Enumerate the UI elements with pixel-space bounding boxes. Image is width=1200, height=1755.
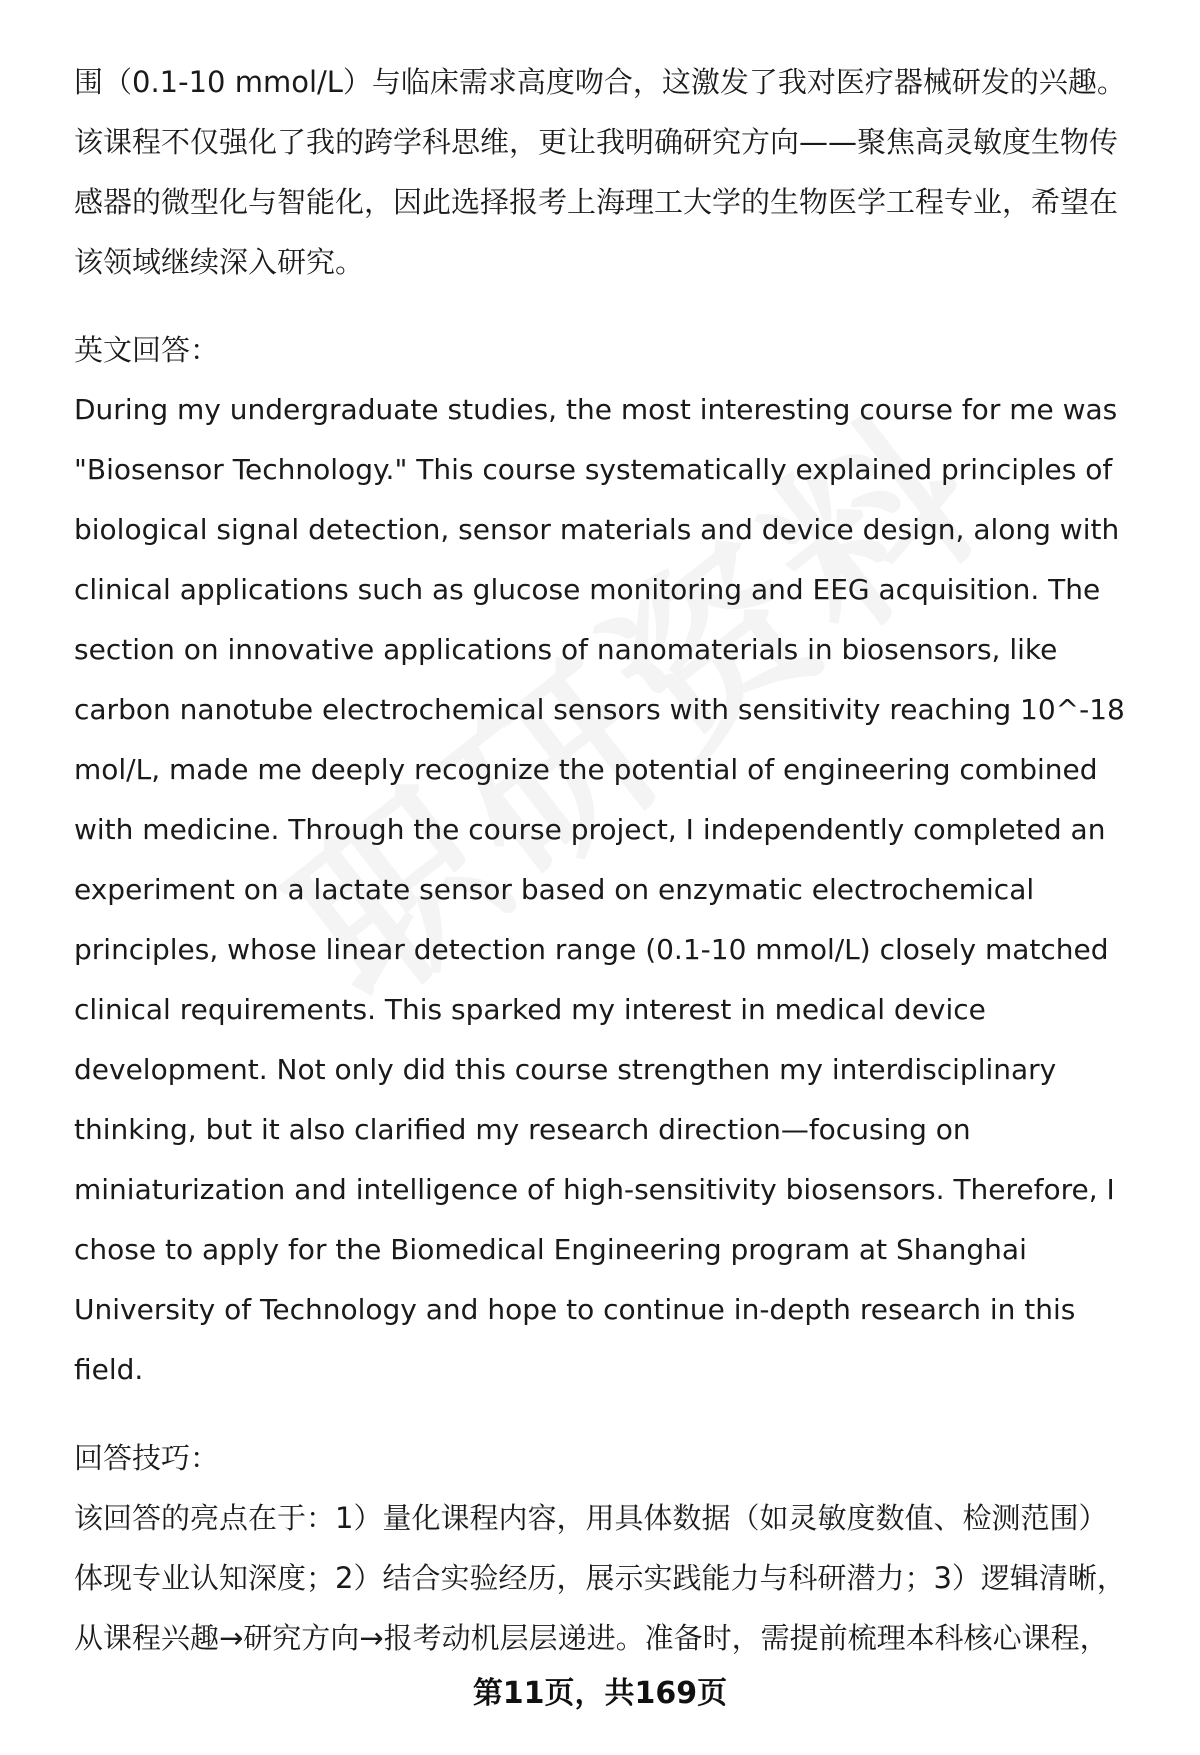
english-answer-paragraph: During my undergraduate studies, the most interesting course for me was "Biosensor Technology." This course systematically explained principles of biological signal detection, sensor materials and device design, along with clinical applications such as glucose monitoring and EEG acquisition. The section on innovative applications of nanomaterials in biosensors, like carbon nanotube electrochemical sensors with sensitivity reaching 10^-18 mol/L, made me deeply recognize the potential of engineering combined with medicine. Through the course project, I independently completed an experiment on a lactate sensor based on enzymatic electrochemical principles, whose linear detection range (0.1-10 mmol/L) closely matched clinical requirements. This sparked my interest in medical device development. Not only did this course strengthen my interdisciplinary thinking, but it also clarified my research direction—focusing on miniaturization and intelligence of high-sensitivity biosensors. Therefore, I chose to apply for the Biomedical Engineering program at Shanghai University of Technology and hope to continue in-depth research in this field.: [74, 393, 1134, 1386]
page-number-footer: 第11页，共169页: [472, 1676, 728, 1711]
intro-continuation-paragraph: 围（0.1-10 mmol/L）与临床需求高度吻合，这激发了我对医疗器械研发的兴趣。该课程不仅强化了我的跨学科思维，更让我明确研究方向——聚焦高灵敏度生物传感器的微型化与智能化，因此选择报考上海理工大学的生物医学工程专业，希望在该领域继续深入研究。: [74, 65, 1126, 279]
english-answer-label: 英文回答：: [74, 333, 220, 367]
tips-label: 回答技巧：: [74, 1441, 220, 1475]
document-content: [74, 52, 1134, 1668]
tips-paragraph: 该回答的亮点在于：1）量化课程内容，用具体数据（如灵敏度数值、检测范围）体现专业认知深度；2）结合实验经历，展示实践能力与科研潜力；3）逻辑清晰，从课程兴趣→研究方向→报考动机层层递进。准备时，需提前梳理本科核心课程，: [74, 1501, 1126, 1655]
